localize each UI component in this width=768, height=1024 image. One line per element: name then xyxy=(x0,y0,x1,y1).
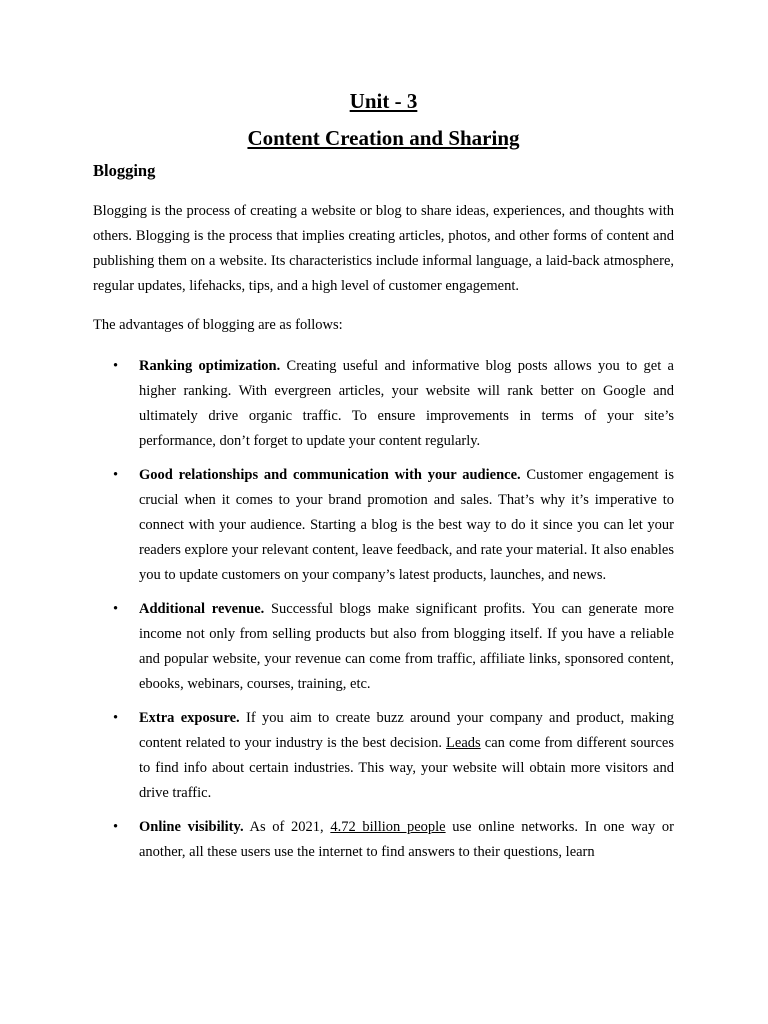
item-text-before-link: If you aim to create buzz around your company and product, making content related to your industry is the best decision. xyxy=(139,710,674,751)
bullet-icon: • xyxy=(113,819,119,835)
list-item-online-visibility xyxy=(93,815,674,865)
advantages-intro: The advantages of blogging are as follows: xyxy=(93,317,343,333)
item-text-after-link: can come from different sources to find info about certain industries. This way, your website will obtain more visitors and drive traffic. xyxy=(139,735,674,801)
leads-link[interactable]: Leads xyxy=(446,735,481,751)
item-title: Additional revenue. xyxy=(139,601,265,617)
document-title: Content Creation and Sharing xyxy=(247,126,520,150)
list-item-good-relationships xyxy=(93,463,674,588)
document-page xyxy=(93,86,674,874)
unit-title: Unit - 3 xyxy=(349,89,418,113)
item-title: Online visibility. xyxy=(139,819,244,835)
item-text: Successful blogs make significant profits. You can generate more income not only from selling products but also from blogging itself. If you have a reliable and popular website, your revenue can come from traffic, affiliate links, sponsored content, ebooks, webinars, courses, training, etc. xyxy=(139,601,674,692)
bullet-icon: • xyxy=(113,467,119,483)
item-text: Customer engagement is crucial when it comes to your brand promotion and sales. That’s why it’s imperative to connect with your audience. Starting a blog is the best way to do it since you can let your readers explore your relevant content, leave feedback, and rate your material. It also enables you to update customers on your company’s latest products, launches, and news. xyxy=(139,467,675,583)
advantages-list xyxy=(93,354,674,865)
billion-people-link[interactable]: 4.72 billion people xyxy=(330,819,446,835)
intro-paragraph: Blogging is the process of creating a website or blog to share ideas, experiences, and thoughts with others. Blogging is the process that implies creating articles, photos, and other forms of content and publishing them on a website. Its characteristics include informal language, a laid-back atmosphere, regular updates, lifehacks, tips, and a high level of customer engagement. xyxy=(93,203,674,294)
list-item-additional-revenue xyxy=(93,597,674,697)
item-text-after-link: use online networks. In one way or another, all these users use the internet to find answers to their questions, learn xyxy=(139,819,674,860)
bullet-icon: • xyxy=(113,358,119,374)
item-title: Ranking optimization. xyxy=(139,358,281,374)
list-item-ranking-optimization xyxy=(93,354,674,454)
bullet-icon: • xyxy=(113,710,119,726)
list-item-extra-exposure xyxy=(93,706,674,806)
section-heading-blogging: Blogging xyxy=(93,161,156,180)
item-title: Extra exposure. xyxy=(139,710,240,726)
item-text: Creating useful and informative blog posts allows you to get a higher ranking. With evergreen articles, your website will rank better on Google and ultimately drive organic traffic. To ensure improvements in terms of your site’s performance, don’t forget to update your content regularly. xyxy=(139,358,674,449)
item-title: Good relationships and communication with your audience. xyxy=(139,467,521,483)
bullet-icon: • xyxy=(113,601,119,617)
item-text-before-link: As of 2021, xyxy=(243,819,331,835)
